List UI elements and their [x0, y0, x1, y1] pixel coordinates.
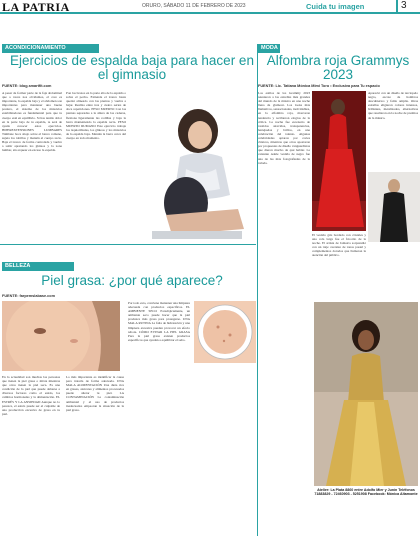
article2-column-3: El vestido gris bordado con cristales y una cola larga fue el favorito de la noche. El artista de Jamaica sorprendió con un traje oversize de tonos pastel y complementos dorados que llamaron la atención del público. — [312, 233, 366, 258]
article1-source: FUENTE: blog.smartfit.com — [2, 84, 52, 88]
article1-section-tag: ACONDICIONAMIENTO — [2, 44, 99, 53]
article3-source: FUENTE: farpemslabase.com — [2, 294, 55, 298]
article1-photo-exercise — [130, 91, 254, 243]
article3-photo-skin — [194, 301, 256, 363]
face-photo-icon — [2, 301, 120, 371]
article3-section-tag: BELLEZA — [2, 262, 74, 271]
divider-article1 — [0, 244, 256, 245]
article3-column-1: En la actualidad son muchas las personas que tienen la piel grasa o mixta mientras que otros tienen la piel seca. Es una condición de la piel que puede deberse a diversos factores como el estrés, los cambios hormonales y la alimentación. EL ESTRÉS Y LA ANSIEDAD Aunque no lo parezca, el estrés puede ser el culpable de una producción excesiva de grasa en tu piel. — [2, 375, 60, 416]
article2-source: FUENTE: Lic. Tatiana Mónica Mimi Toro • Exclusiva para Tu espacio — [258, 84, 380, 88]
article3-photo-face — [2, 301, 120, 371]
page-number: 3 — [396, 0, 416, 12]
article2-headline: Alfombra roja Grammys 2023 — [266, 53, 410, 83]
article2-photo-gold-dress — [314, 302, 418, 486]
article2-section-tag: MODA — [258, 44, 280, 53]
article2-photo-red-dress — [312, 91, 366, 231]
newspaper-logo: LA PATRIA — [2, 0, 70, 14]
page-header — [0, 0, 420, 14]
article1-column-1: A pesar de formar parte de la faja abdominal que a veces nos olvidamos, el core es importante, la espalda baja y el abdomen son importantes para mantener una buena postura, el sistema de los músculos estabilizadores es fundamental para que tu cuerpo esté en equilibrio. Si has tenido dolor en la parte baja de tu espalda, te será de ayuda conocer estos ejercicios. HIPEREXTENSIONES LUMBARES Túmbate boca abajo sobre el banco romano, sujeta los tobillos y mantén el cuerpo recto. Baja el tronco de forma controlada y vuelve a subir apretando los glúteos y la zona lumbar, sin arquear en exceso la espalda. — [2, 91, 62, 153]
article3-headline: Piel grasa: ¿por qué aparece? — [41, 273, 223, 288]
skin-photo-icon — [194, 301, 256, 363]
article2-column-1: Los estilos de los Grammy 2023 reunieron a las estrellas más grandes del mundo de la música en una noche llena de glamour. Los looks más llamativos, sensacionales, inolvidables, en la alfombra roja, marcaron tendencia y recibieron elogios de la crítica. La noche fue escenario de vestidos atrevidos, transparencias, lentejuelas y brillos, en una celebración del talento. Algunas celebridades optaron por cortes clásicos, mientras que otros apostaron por propuestas de diseño vanguardistas que dieron mucho de qué hablar. La cantante Adele vestida de negro fue una de las más fotografiadas de la velada. — [258, 91, 310, 165]
gold-dress-photo-icon — [314, 302, 418, 486]
article2-photo-black-dress — [368, 172, 420, 242]
black-dress-photo-icon — [368, 172, 420, 242]
red-carpet-photo-icon — [312, 91, 366, 231]
article3-column-2: Lo más importante es identificar la causa para tratarla de forma adecuada. UNA MALA ALIMENTACIÓN Una dieta rica en grasas, azúcares y alimentos procesados puede alterar tu piel. LA CONTAMINACIÓN La contaminación ambiental y el uso de productos inadecuados empeoran la situación de la piel grasa. — [66, 375, 124, 412]
article1-column-2: Pon los brazos en la parte alta de la espalda o sobre el pecho. Extiende el tronco hasta quedar alineado con las piernas y vuelve a bajar. Realiza entre tres y cuatro series de doce repeticiones. PESO MUERTO Con las piernas separadas a la altura de las caderas, flexiona ligeramente las rodillas y baja la barra manteniendo la espalda recta. PESO MUERTO RUMANO Este ejercicio trabaja los isquiotibiales, los glúteos y los músculos de la espalda baja. Mantén la barra cerca del cuerpo en todo momento. — [66, 91, 126, 141]
exercise-photo-icon — [130, 91, 254, 243]
article2-caption: Atelier: La Plata 8860 entre Adolfo Mier y Junín Teléfonos 71883829 - 72460903 - 5251908 Facebook: Mónica Altamonte — [314, 488, 418, 497]
article1-headline: Ejercicios de espalda baja para hacer en el gimnasio — [10, 53, 254, 83]
section-title: Cuida tu imagen — [306, 2, 365, 11]
article3-column-3: Por todo esto, conviene mantener una limpieza adecuada con productos específicos. EL AMBIENTE SECO Paradójicamente, un ambiente seco puede hacer que la piel produzca más grasa para protegerse. UNA MALA RUTINA La falta de hidratación y una limpieza excesiva pueden provocar un efecto rebote. CÓMO EVITAR LA PIEL GRASA Para la piel grasa existen productos específicos que ayudan a equilibrar el sebo. — [128, 301, 190, 342]
dateline: ORURO, SÁBADO 11 DE FEBRERO DE 2023 — [142, 3, 246, 9]
column-divider — [257, 44, 258, 536]
article2-column-2: Apareció con un diseño de terciopelo negro, escote de hombros descubiertos y falda amplia. Otras estrellas eligieron colores intensos, brillantes, metalizados, alternativas que resaltaron en la noche de premios de la música. — [368, 91, 418, 120]
